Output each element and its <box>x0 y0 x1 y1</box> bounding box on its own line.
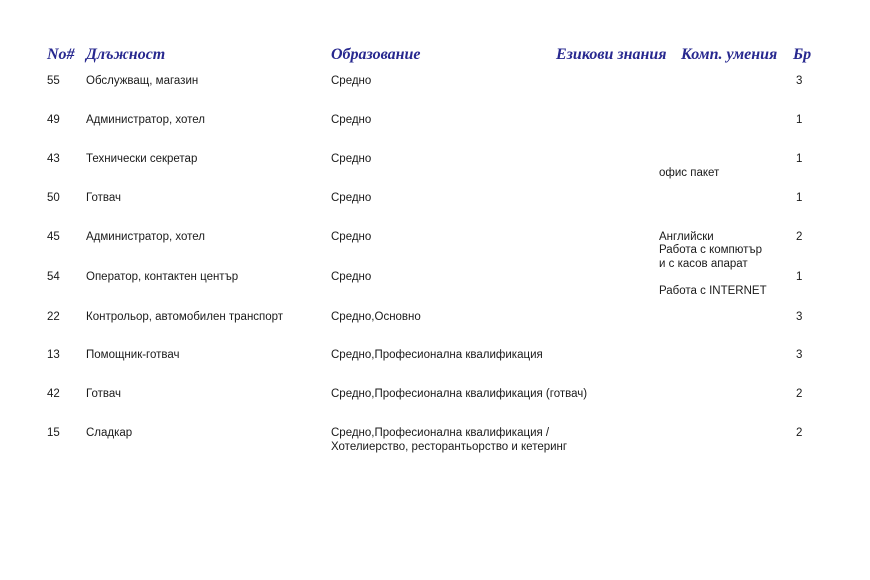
row-count: 2 <box>796 388 803 400</box>
row-count: 1 <box>796 153 803 165</box>
row-education: Средно <box>331 114 372 126</box>
row-count: 2 <box>796 231 803 243</box>
row-number: 55 <box>47 75 60 87</box>
row-education: Средно,Основно <box>331 311 421 323</box>
row-education: Средно,Професионална квалификация / <box>331 427 550 439</box>
row-position: Сладкар <box>86 427 133 439</box>
header-position: Длъжност <box>86 46 166 63</box>
row-education: Средно <box>331 231 372 243</box>
row-number: 15 <box>47 427 60 439</box>
row-computer-skills: Работа с компютър <box>659 244 763 256</box>
row-education: Средно <box>331 153 372 165</box>
row-education: Средно <box>331 192 372 204</box>
row-position: Администратор, хотел <box>86 114 205 126</box>
header-computer-skills: Комп. умения <box>681 46 778 63</box>
row-count: 3 <box>796 349 803 361</box>
row-position: Оператор, контактен център <box>86 271 239 283</box>
row-computer-skills: и с касов апарат <box>659 258 748 270</box>
row-position: Помощник-готвач <box>86 349 180 361</box>
row-position: Готвач <box>86 388 121 400</box>
row-count: 3 <box>796 75 803 87</box>
row-number: 54 <box>47 271 60 283</box>
row-education: Средно,Професионална квалификация <box>331 349 543 361</box>
row-position: Контрольор, автомобилен транспорт <box>86 311 284 323</box>
row-language-skills: Английски <box>659 231 714 243</box>
row-number: 22 <box>47 311 60 323</box>
row-education: Средно,Професионална квалификация (готвач) <box>331 388 588 400</box>
header-count: Бр <box>793 46 812 63</box>
row-education: Средно <box>331 75 372 87</box>
row-count: 1 <box>796 271 803 283</box>
row-count: 3 <box>796 311 803 323</box>
row-education: Средно <box>331 271 372 283</box>
row-count: 2 <box>796 427 803 439</box>
row-number: 13 <box>47 349 60 361</box>
row-number: 45 <box>47 231 60 243</box>
row-education: Хотелиерство, ресторантьорство и кетеринг <box>331 441 568 453</box>
header-languages: Езикови знания <box>556 46 667 63</box>
row-position: Готвач <box>86 192 121 204</box>
row-computer-skills: офис пакет <box>659 167 720 179</box>
row-number: 49 <box>47 114 60 126</box>
header-no: No# <box>47 46 75 63</box>
row-computer-skills: Работа с INTERNET <box>659 285 767 297</box>
row-number: 43 <box>47 153 60 165</box>
row-position: Технически секретар <box>86 153 198 165</box>
row-count: 1 <box>796 192 803 204</box>
row-number: 42 <box>47 388 60 400</box>
row-position: Администратор, хотел <box>86 231 205 243</box>
row-number: 50 <box>47 192 60 204</box>
header-education: Образование <box>331 46 421 63</box>
row-count: 1 <box>796 114 803 126</box>
row-position: Обслужващ, магазин <box>86 75 199 87</box>
